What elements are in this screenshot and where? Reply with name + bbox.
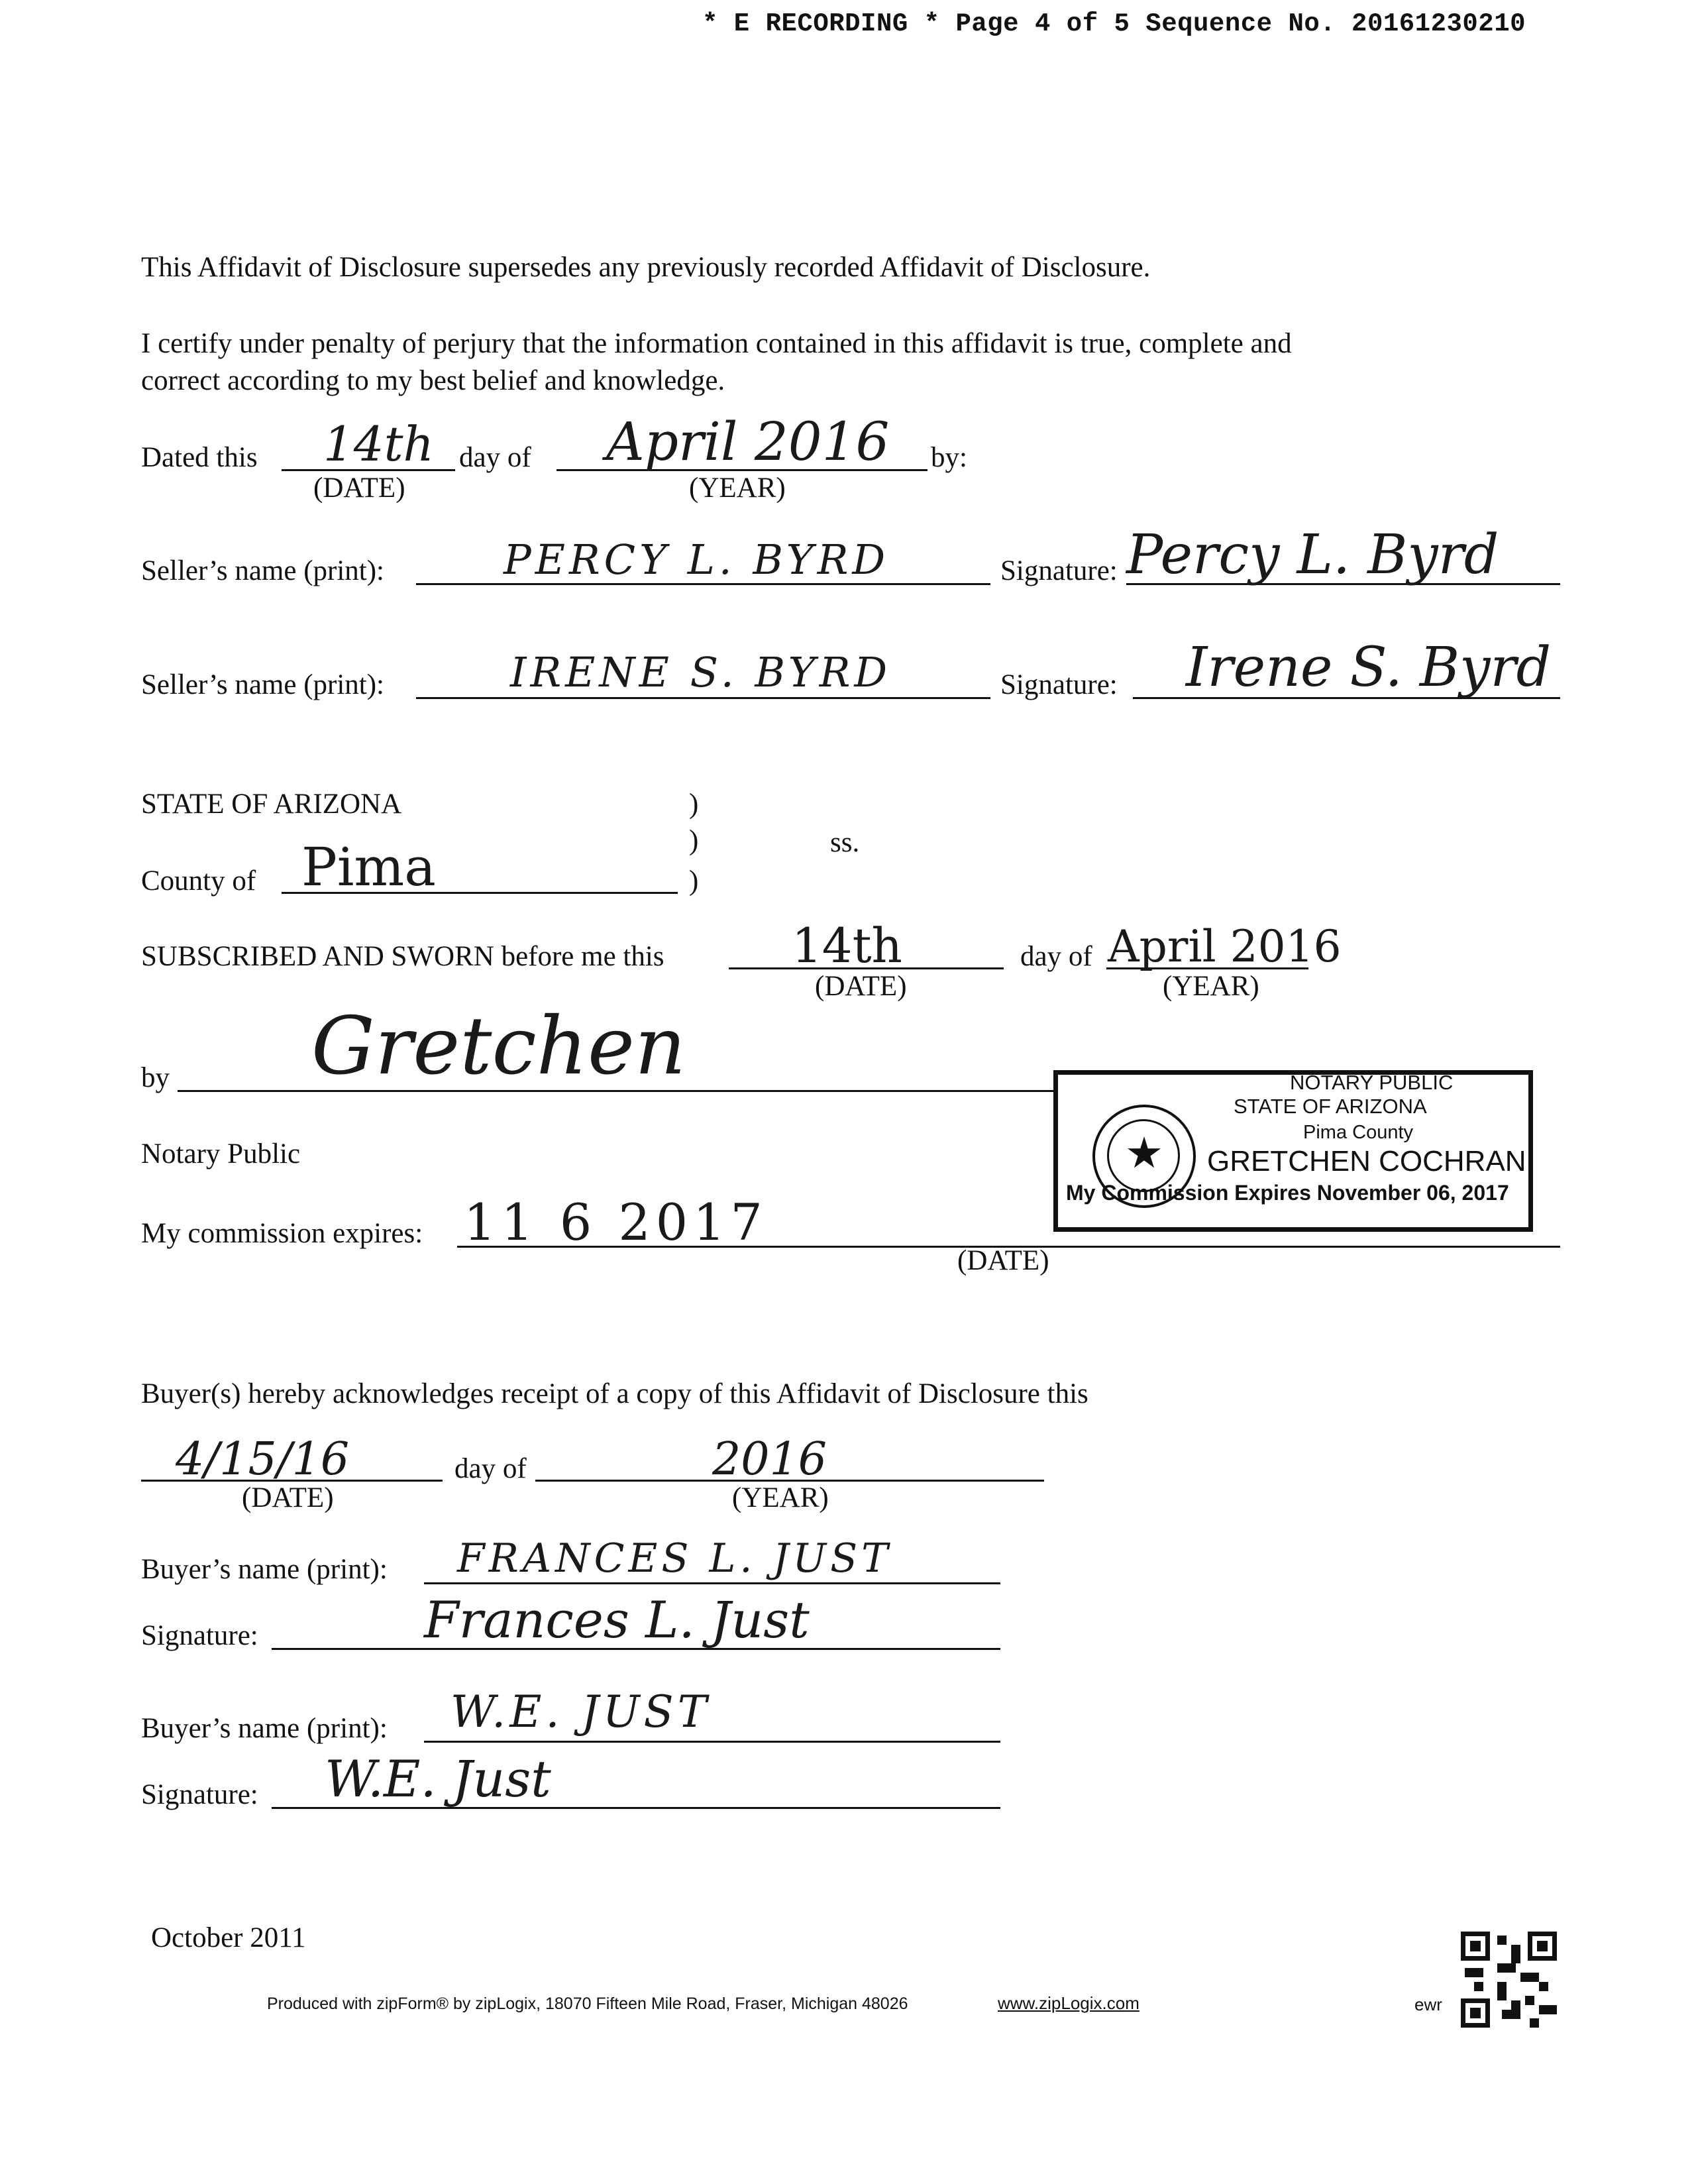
- dated-this-label: Dated this: [141, 442, 258, 473]
- notary-stamp: [1053, 1070, 1533, 1232]
- stamp-line-1: NOTARY PUBLIC: [1290, 1071, 1454, 1094]
- seller-2-name-label: Seller’s name (print):: [141, 669, 384, 700]
- notary-by-label: by: [141, 1062, 170, 1093]
- seller-2-signature-value: Irene S. Byrd: [1186, 636, 1552, 699]
- buyer-1-name-label: Buyer’s name (print):: [141, 1554, 388, 1585]
- venue-paren-2: ): [689, 825, 699, 856]
- buyer-2-name-label: Buyer’s name (print):: [141, 1713, 388, 1744]
- qr-module: [1497, 1982, 1507, 2000]
- venue-paren-3: ): [689, 865, 699, 897]
- dated-date-value: 14th: [323, 416, 434, 472]
- qr-module: [1520, 1973, 1539, 1982]
- buyer-1-signature-label: Signature:: [141, 1620, 258, 1651]
- form-date: October 2011: [151, 1922, 306, 1953]
- supersede-text: This Affidavit of Disclosure supersedes any previously recorded Affidavit of Disclosure.: [141, 252, 1151, 283]
- county-label: County of: [141, 865, 256, 897]
- seller-2-name-line: [416, 697, 990, 699]
- dated-by-label: by:: [931, 442, 967, 473]
- stamp-line-3: Pima County: [1303, 1122, 1414, 1143]
- ss-label: ss.: [830, 827, 860, 858]
- seller-2-signature-label: Signature:: [1000, 669, 1118, 700]
- dated-year-caption: (YEAR): [689, 472, 786, 504]
- state-label: STATE OF ARIZONA: [141, 789, 402, 820]
- buyer-2-signature-label: Signature:: [141, 1779, 258, 1810]
- buyer-1-signature-value: Frances L. Just: [424, 1590, 810, 1649]
- commission-caption: (DATE): [957, 1245, 1049, 1276]
- initials: ewr: [1414, 1994, 1442, 2014]
- dated-date-caption: (DATE): [313, 472, 405, 504]
- sworn-label: SUBSCRIBED AND SWORN before me this: [141, 941, 664, 972]
- qr-finder-tl: [1461, 1932, 1490, 1961]
- qr-module: [1511, 2000, 1520, 2010]
- venue-paren-1: ): [689, 789, 699, 820]
- produced-line: Produced with zipForm® by zipLogix, 18070 Fifteen Mile Road, Fraser, Michigan 48026: [267, 1994, 908, 2013]
- buyer-2-name-line: [424, 1741, 1000, 1743]
- buyer-year-caption: (YEAR): [732, 1482, 829, 1513]
- qr-module: [1474, 1982, 1483, 1991]
- buyer-date-value: 4/15/16: [176, 1433, 350, 1486]
- seller-2-name-value: IRENE S. BYRD: [510, 648, 892, 696]
- qr-module: [1539, 2005, 1557, 2014]
- recording-header: * E RECORDING * Page 4 of 5 Sequence No. 20161230210: [702, 9, 1526, 38]
- stamp-line-5: My Commission Expires November 06, 2017: [1066, 1181, 1509, 1205]
- qr-module: [1525, 1996, 1534, 2005]
- sworn-year-caption: (YEAR): [1163, 971, 1259, 1002]
- notary-public-label: Notary Public: [141, 1138, 301, 1170]
- dated-day-of-label: day of: [459, 442, 531, 473]
- notary-signature-value: Gretchen: [311, 1001, 686, 1093]
- commission-value: 11 6 2017: [464, 1193, 768, 1252]
- qr-code-icon: [1461, 1932, 1557, 2028]
- buyer-1-name-line: [424, 1582, 1000, 1584]
- ziplogix-link[interactable]: www.zipLogix.com: [998, 1993, 1140, 2013]
- buyer-2-signature-value: W.E. Just: [325, 1749, 551, 1808]
- stamp-line-4: GRETCHEN COCHRAN: [1207, 1145, 1526, 1177]
- sworn-day-of-label: day of: [1020, 941, 1092, 972]
- buyer-ack-text: Buyer(s) hereby acknowledges receipt of a copy of this Affidavit of Disclosure this: [141, 1378, 1088, 1409]
- county-value: Pima: [301, 836, 436, 898]
- buyer-1-name-value: FRANCES L. JUST: [457, 1535, 892, 1582]
- stamp-line-2: STATE OF ARIZONA: [1234, 1095, 1427, 1118]
- qr-module: [1539, 1982, 1548, 1991]
- certify-line-2: correct according to my best belief and knowledge.: [141, 365, 725, 396]
- sworn-date-caption: (DATE): [815, 971, 907, 1002]
- sworn-year-value: April 2016: [1108, 921, 1342, 972]
- seller-1-name-label: Seller’s name (print):: [141, 555, 384, 586]
- qr-module: [1465, 1968, 1483, 1977]
- seller-1-signature-label: Signature:: [1000, 555, 1118, 586]
- buyer-day-of-label: day of: [454, 1453, 527, 1484]
- seller-1-name-value: PERCY L. BYRD: [504, 535, 890, 584]
- buyer-2-name-value: W.E. JUST: [450, 1686, 711, 1737]
- qr-module: [1497, 1936, 1507, 1945]
- qr-module: [1530, 2018, 1539, 2028]
- qr-finder-bl: [1461, 1998, 1490, 2028]
- dated-year-value: April 2016: [606, 411, 890, 472]
- qr-module: [1497, 1963, 1516, 1973]
- buyer-year-value: 2016: [712, 1433, 827, 1486]
- qr-module: [1502, 2010, 1520, 2019]
- seller-1-signature-value: Percy L. Byrd: [1126, 523, 1499, 586]
- certify-line-1: I certify under penalty of perjury that the information contained in this affidavit is true, complete and: [141, 328, 1292, 359]
- commission-label: My commission expires:: [141, 1218, 423, 1249]
- buyer-date-caption: (DATE): [242, 1482, 334, 1513]
- qr-finder-tr: [1528, 1932, 1557, 1961]
- qr-module: [1511, 1945, 1520, 1963]
- sworn-date-value: 14th: [792, 918, 902, 973]
